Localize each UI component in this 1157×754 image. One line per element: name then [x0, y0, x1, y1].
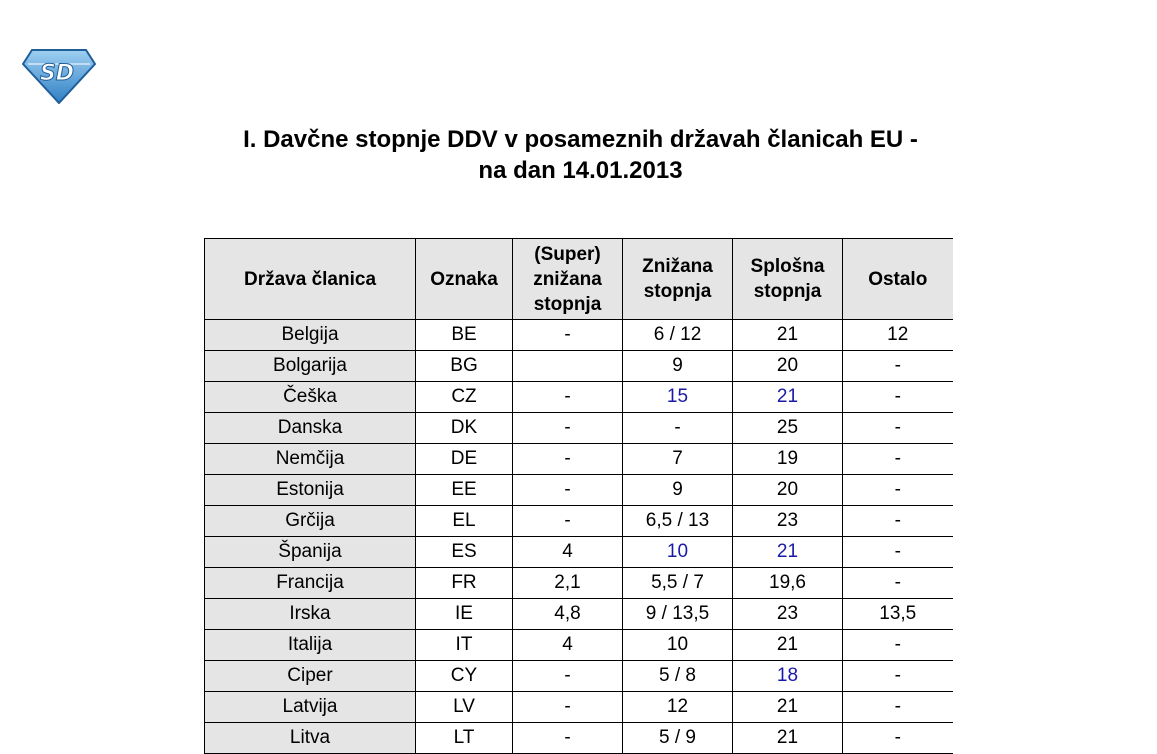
cell-code: CY [416, 661, 513, 692]
cell-standard: 23 [733, 599, 843, 630]
cell-standard: 21 [733, 723, 843, 754]
header-other: Ostalo [843, 239, 953, 320]
table-row [205, 568, 953, 599]
cell-other: 13,5 [843, 599, 953, 630]
header-code: Oznaka [416, 239, 513, 320]
cell-standard: 23 [733, 506, 843, 537]
cell-reduced: 10 [623, 537, 733, 568]
cell-standard: 20 [733, 351, 843, 382]
table-row [205, 320, 953, 351]
header-country: Država članica [205, 239, 416, 320]
cell-code: IT [416, 630, 513, 661]
cell-standard: 21 [733, 320, 843, 351]
cell-super-reduced: - [513, 506, 623, 537]
cell-reduced: 9 / 13,5 [623, 599, 733, 630]
cell-super-reduced: - [513, 320, 623, 351]
cell-reduced: 7 [623, 444, 733, 475]
cell-country: Estonija [205, 475, 416, 506]
cell-reduced: 9 [623, 475, 733, 506]
cell-other: - [843, 351, 953, 382]
cell-code: LT [416, 723, 513, 754]
cell-super-reduced: - [513, 661, 623, 692]
table-row [205, 692, 953, 723]
header-reduced: Znižana stopnja [623, 239, 733, 320]
table-row [205, 382, 953, 413]
cell-reduced: 5 / 8 [623, 661, 733, 692]
cell-other: - [843, 661, 953, 692]
table-row [205, 661, 953, 692]
cell-country: Belgija [205, 320, 416, 351]
cell-other: - [843, 537, 953, 568]
cell-country: Grčija [205, 506, 416, 537]
cell-other: - [843, 630, 953, 661]
cell-country: Nemčija [205, 444, 416, 475]
cell-code: ES [416, 537, 513, 568]
cell-code: DE [416, 444, 513, 475]
cell-code: EE [416, 475, 513, 506]
cell-super-reduced: - [513, 444, 623, 475]
table-row [205, 599, 953, 630]
cell-code: EL [416, 506, 513, 537]
cell-reduced: 6,5 / 13 [623, 506, 733, 537]
cell-other: - [843, 506, 953, 537]
cell-super-reduced: - [513, 413, 623, 444]
cell-country: Latvija [205, 692, 416, 723]
cell-standard: 18 [733, 661, 843, 692]
table-row [205, 537, 953, 568]
cell-country: Irska [205, 599, 416, 630]
cell-super-reduced [513, 351, 623, 382]
cell-country: Češka [205, 382, 416, 413]
cell-reduced: 5,5 / 7 [623, 568, 733, 599]
cell-standard: 21 [733, 630, 843, 661]
cell-country: Bolgarija [205, 351, 416, 382]
title-line-2: na dan 14.01.2013 [478, 157, 683, 184]
cell-other: - [843, 692, 953, 723]
header-standard: Splošna stopnja [733, 239, 843, 320]
table-row [205, 475, 953, 506]
table-row [205, 351, 953, 382]
logo-text: SD [39, 61, 75, 86]
cell-super-reduced: - [513, 382, 623, 413]
company-logo [22, 48, 96, 104]
cell-code: LV [416, 692, 513, 723]
cell-standard: 25 [733, 413, 843, 444]
cell-reduced: - [623, 413, 733, 444]
table-body [205, 320, 953, 754]
cell-standard: 21 [733, 537, 843, 568]
table-row [205, 444, 953, 475]
cell-other: 12 [843, 320, 953, 351]
table-row [205, 723, 953, 754]
cell-country: Francija [205, 568, 416, 599]
cell-super-reduced: - [513, 723, 623, 754]
cell-super-reduced: 4 [513, 537, 623, 568]
cell-standard: 21 [733, 692, 843, 723]
cell-standard: 19,6 [733, 568, 843, 599]
cell-other: - [843, 568, 953, 599]
cell-country: Španija [205, 537, 416, 568]
table-row [205, 413, 953, 444]
title-line-1: I. Davčne stopnje DDV v posameznih državah članicah EU - [243, 126, 918, 153]
cell-code: FR [416, 568, 513, 599]
cell-super-reduced: - [513, 475, 623, 506]
cell-country: Italija [205, 630, 416, 661]
cell-reduced: 12 [623, 692, 733, 723]
cell-country: Ciper [205, 661, 416, 692]
cell-code: BG [416, 351, 513, 382]
cell-country: Litva [205, 723, 416, 754]
vat-rates-table [204, 238, 953, 754]
cell-reduced: 5 / 9 [623, 723, 733, 754]
cell-super-reduced: - [513, 692, 623, 723]
cell-country: Danska [205, 413, 416, 444]
cell-other: - [843, 723, 953, 754]
cell-super-reduced: 4 [513, 630, 623, 661]
table-row [205, 506, 953, 537]
cell-other: - [843, 475, 953, 506]
cell-super-reduced: 2,1 [513, 568, 623, 599]
cell-code: BE [416, 320, 513, 351]
cell-super-reduced: 4,8 [513, 599, 623, 630]
table-row [205, 630, 953, 661]
cell-code: IE [416, 599, 513, 630]
cell-other: - [843, 444, 953, 475]
cell-reduced: 9 [623, 351, 733, 382]
cell-reduced: 15 [623, 382, 733, 413]
cell-other: - [843, 413, 953, 444]
table-header-row [205, 239, 953, 320]
cell-other: - [843, 382, 953, 413]
cell-standard: 19 [733, 444, 843, 475]
header-super-reduced: (Super) znižana stopnja [513, 239, 623, 320]
cell-reduced: 6 / 12 [623, 320, 733, 351]
cell-reduced: 10 [623, 630, 733, 661]
cell-standard: 20 [733, 475, 843, 506]
cell-code: DK [416, 413, 513, 444]
cell-code: CZ [416, 382, 513, 413]
cell-standard: 21 [733, 382, 843, 413]
page-title [2, 124, 1157, 186]
